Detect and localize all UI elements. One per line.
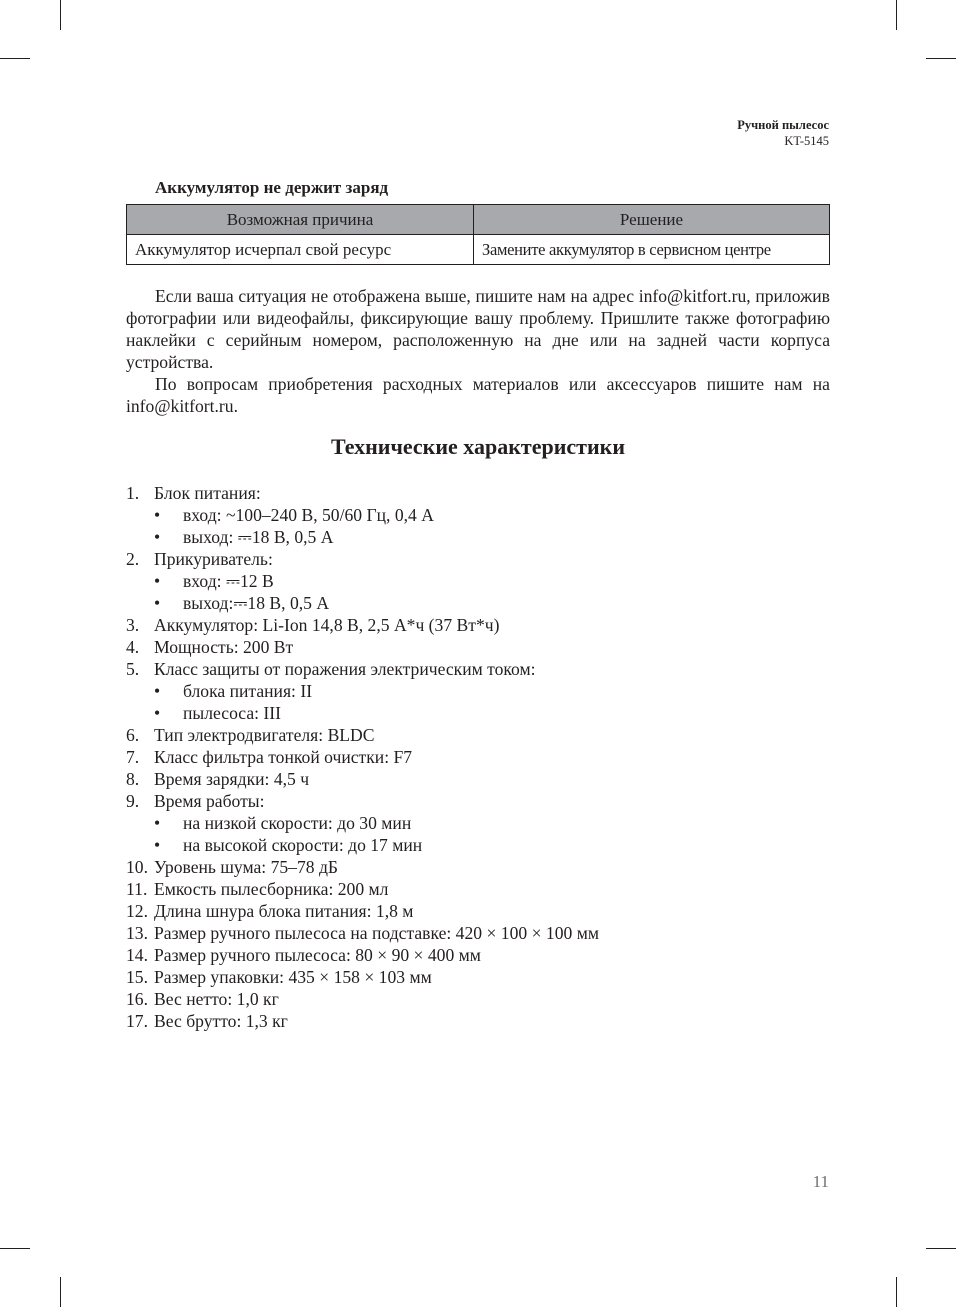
- column-header-solution: Решение: [474, 205, 830, 235]
- spec-item-text: Прикуриватель:: [154, 549, 273, 569]
- spec-item-text: Аккумулятор: Li-Ion 14,8 В, 2,5 А*ч (37 Вт*ч): [154, 615, 500, 635]
- spec-item-text: Размер ручного пылесоса: 80 × 90 × 400 мм: [154, 945, 481, 965]
- bullet-icon: •: [154, 835, 161, 855]
- page-number: 11: [812, 1172, 829, 1191]
- solution-cell: Замените аккумулятор в сервисном центре: [474, 235, 830, 265]
- spec-item: [126, 548, 830, 570]
- spec-item-text: Длина шнура блока питания: 1,8 м: [154, 901, 414, 921]
- spec-item-text: Емкость пылесборника: 200 мл: [154, 879, 389, 899]
- spec-sub-item-text: выход: ⎓18 В, 0,5 А: [183, 527, 334, 547]
- spec-item: [126, 1010, 830, 1032]
- crop-mark: [926, 58, 956, 59]
- spec-item-number: 7.: [126, 747, 140, 767]
- spec-sub-item: [126, 526, 830, 548]
- spec-sub-item: [126, 834, 830, 856]
- spec-item-number: 2.: [126, 549, 140, 569]
- bullet-icon: •: [154, 681, 161, 701]
- spec-sub-item-text: на низкой скорости: до 30 мин: [183, 813, 412, 833]
- spec-sub-item-text: на высокой скорости: до 17 мин: [183, 835, 423, 855]
- crop-mark: [896, 0, 897, 30]
- spec-item: [126, 878, 830, 900]
- spec-sub-item: [126, 680, 830, 702]
- spec-sub-item: [126, 812, 830, 834]
- spec-item-number: 11.: [126, 879, 148, 899]
- spec-item: [126, 900, 830, 922]
- spec-sub-item: [126, 702, 830, 724]
- spec-item-text: Вес брутто: 1,3 кг: [154, 1011, 288, 1031]
- table-row: [127, 235, 830, 265]
- spec-sub-item-text: вход: ~100–240 В, 50/60 Гц, 0,4 А: [183, 505, 434, 525]
- spec-item-text: Вес нетто: 1,0 кг: [154, 989, 279, 1009]
- running-header: [737, 117, 829, 149]
- spec-item-number: 16.: [126, 989, 148, 1009]
- spec-item: [126, 658, 830, 680]
- bullet-icon: •: [154, 813, 161, 833]
- spec-item-text: Время зарядки: 4,5 ч: [154, 769, 310, 789]
- spec-item-number: 6.: [126, 725, 140, 745]
- battery-section-heading: Аккумулятор не держит заряд: [155, 178, 389, 197]
- spec-item-text: Класс защиты от поражения электрическим током:: [154, 659, 536, 679]
- spec-sub-item-text: блока питания: II: [183, 681, 313, 701]
- crop-mark: [926, 1248, 956, 1249]
- crop-mark: [60, 0, 61, 30]
- spec-item-text: Класс фильтра тонкой очистки: F7: [154, 747, 413, 767]
- spec-item: [126, 988, 830, 1010]
- bullet-icon: •: [154, 571, 161, 591]
- spec-sub-item-text: пылесоса: III: [183, 703, 282, 723]
- header-product: Ручной пылесос: [737, 118, 829, 132]
- spec-sub-item-text: вход: ⎓12 В: [183, 571, 274, 591]
- spec-item-number: 12.: [126, 901, 148, 921]
- troubleshooting-table: [126, 204, 830, 265]
- spec-item: [126, 790, 830, 812]
- spec-item-number: 15.: [126, 967, 148, 987]
- spec-item-number: 5.: [126, 659, 140, 679]
- spec-item-text: Блок питания:: [154, 483, 261, 503]
- bullet-icon: •: [154, 703, 161, 723]
- spec-item: [126, 636, 830, 658]
- bullet-icon: •: [154, 593, 161, 613]
- spec-item-text: Уровень шума: 75–78 дБ: [154, 857, 339, 877]
- crop-mark: [0, 58, 30, 59]
- spec-item: [126, 614, 830, 636]
- spec-item-text: Мощность: 200 Вт: [154, 637, 294, 657]
- specs-list: [126, 482, 830, 1032]
- bullet-icon: •: [154, 505, 161, 525]
- spec-sub-item: [126, 592, 830, 614]
- spec-item-text: Тип электродвигателя: BLDC: [154, 725, 375, 745]
- spec-sub-item: [126, 570, 830, 592]
- contact-paragraph-1: Если ваша ситуация не отображена выше, пишите нам на адрес info@kitfort.ru, приложив фотографии или видеофайлы, фиксирующие вашу проблему. Пришлите также фотографию наклейки с серийным номером, расположенную на дне или на задней части корпуса устройства.: [126, 286, 830, 372]
- spec-item-number: 9.: [126, 791, 140, 811]
- spec-item-number: 17.: [126, 1011, 148, 1031]
- contact-paragraph-2: По вопросам приобретения расходных материалов или аксессуаров пишите нам на info@kitfort.ru.: [126, 374, 830, 416]
- spec-item: [126, 966, 830, 988]
- spec-item-number: 10.: [126, 857, 148, 877]
- spec-item: [126, 856, 830, 878]
- spec-item-number: 14.: [126, 945, 148, 965]
- specs-title: Технические характеристики: [330, 434, 626, 459]
- cause-cell: Аккумулятор исчерпал свой ресурс: [127, 235, 474, 265]
- spec-item: [126, 746, 830, 768]
- spec-item: [126, 922, 830, 944]
- spec-item: [126, 724, 830, 746]
- spec-item-number: 3.: [126, 615, 140, 635]
- contact-block: [126, 285, 830, 417]
- spec-item-text: Размер ручного пылесоса на подставке: 420 × 100 × 100 мм: [154, 923, 599, 943]
- spec-item-number: 4.: [126, 637, 140, 657]
- spec-item: [126, 482, 830, 504]
- spec-item: [126, 768, 830, 790]
- crop-mark: [896, 1277, 897, 1307]
- spec-sub-item-text: выход:⎓18 В, 0,5 А: [183, 593, 330, 613]
- spec-sub-item: [126, 504, 830, 526]
- header-model: KT-5145: [784, 134, 829, 148]
- column-header-cause: Возможная причина: [127, 205, 474, 235]
- crop-mark: [0, 1248, 30, 1249]
- spec-item-number: 8.: [126, 769, 140, 789]
- spec-item-number: 1.: [126, 483, 140, 503]
- spec-item-text: Время работы:: [154, 791, 265, 811]
- spec-item-text: Размер упаковки: 435 × 158 × 103 мм: [154, 967, 432, 987]
- spec-item-number: 13.: [126, 923, 148, 943]
- crop-mark: [60, 1277, 61, 1307]
- spec-item: [126, 944, 830, 966]
- bullet-icon: •: [154, 527, 161, 547]
